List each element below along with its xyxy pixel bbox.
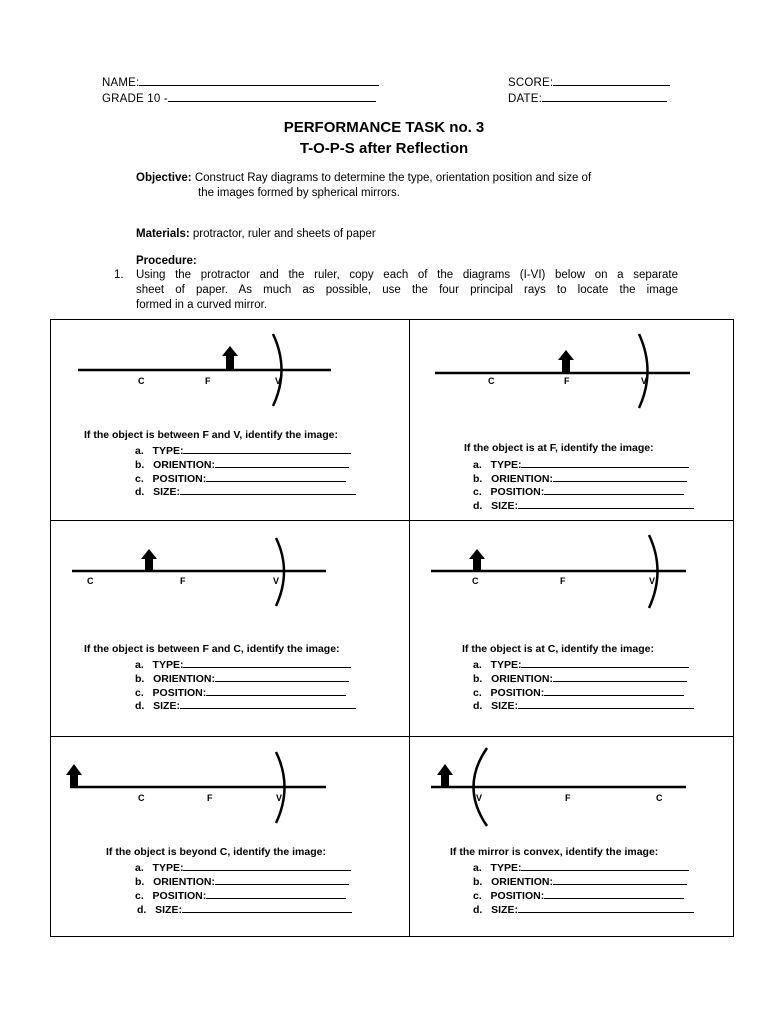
point-v: V — [649, 576, 656, 586]
cell-3-position[interactable]: c. POSITION: — [135, 685, 346, 699]
cell-6-question: If the mirror is convex, identify the image: — [450, 846, 659, 858]
point-f: F — [205, 376, 211, 386]
cell-2-orientation[interactable]: b. ORIENTION: — [473, 471, 687, 485]
cell-4-type[interactable]: a. TYPE: — [473, 657, 689, 671]
cell-2-size[interactable]: d. SIZE: — [473, 498, 694, 512]
cell-2-type[interactable]: a. TYPE: — [473, 457, 689, 471]
procedure-step1-line3: formed in a curved mirror. — [136, 299, 268, 311]
cell-5-orientation[interactable]: b. ORIENTION: — [135, 874, 349, 888]
cell-1-position[interactable]: c. POSITION: — [135, 471, 346, 485]
cell-1-orientation[interactable]: b. ORIENTION: — [135, 457, 349, 471]
point-c: C — [138, 793, 145, 803]
object-arrow — [441, 773, 449, 787]
point-c: C — [656, 793, 663, 803]
point-c: C — [472, 576, 479, 586]
cell-1-type[interactable]: a. TYPE: — [135, 443, 351, 457]
point-v: V — [276, 793, 283, 803]
materials-text: protractor, ruler and sheets of paper — [192, 228, 376, 240]
procedure-label: Procedure: — [136, 255, 197, 267]
objective-line2: the images formed by spherical mirrors. — [198, 187, 400, 199]
point-f: F — [564, 376, 570, 386]
procedure-step-number: 1. — [114, 269, 124, 281]
object-arrowhead — [437, 764, 453, 775]
cell-3-question: If the object is between F and C, identify the image: — [84, 643, 340, 655]
grade-label: GRADE 10 - — [102, 93, 168, 105]
cell-5-position[interactable]: c. POSITION: — [135, 888, 346, 902]
cell-6-orientation[interactable]: b. ORIENTION: — [473, 874, 687, 888]
date-label: DATE: — [508, 93, 543, 105]
point-f: F — [565, 793, 571, 803]
point-c: C — [138, 376, 145, 386]
cell-4-position[interactable]: c. POSITION: — [473, 685, 684, 699]
point-v: V — [476, 793, 483, 803]
name-label: NAME: — [102, 77, 140, 89]
cell-2-question: If the object is at F, identify the image: — [464, 442, 654, 454]
point-c: C — [87, 576, 94, 586]
cell-5-size[interactable]: d. SIZE: — [137, 902, 352, 916]
cell-1-question: If the object is between F and V, identify the image: — [84, 429, 338, 441]
point-v: V — [275, 376, 282, 386]
point-f: F — [180, 576, 186, 586]
point-v: V — [641, 376, 648, 386]
cell-4-question: If the object is at C, identify the image: — [462, 643, 654, 655]
cell-3-size[interactable]: d. SIZE: — [135, 698, 356, 712]
cell-2-position[interactable]: c. POSITION: — [473, 484, 684, 498]
objective-text: Construct Ray diagrams to determine the type, orientation position and size of — [194, 172, 592, 184]
cell-6-type[interactable]: a. TYPE: — [473, 860, 689, 874]
page-subtitle: T-O-P-S after Reflection — [299, 140, 469, 157]
point-f: F — [560, 576, 566, 586]
page-title: PERFORMANCE TASK no. 3 — [283, 119, 485, 136]
cell-3-type[interactable]: a. TYPE: — [135, 657, 351, 671]
procedure-step1-line2: sheet of paper. As much as possible, use the four principal rays to locate the image — [136, 284, 678, 296]
cell-4-size[interactable]: d. SIZE: — [473, 698, 694, 712]
cell-4-orientation[interactable]: b. ORIENTION: — [473, 671, 687, 685]
cell-5-question: If the object is beyond C, identify the image: — [106, 846, 326, 858]
point-f: F — [207, 793, 213, 803]
cell-3-orientation[interactable]: b. ORIENTION: — [135, 671, 349, 685]
cell-5-type[interactable]: a. TYPE: — [135, 860, 351, 874]
point-c: C — [488, 376, 495, 386]
materials-label: Materials: — [136, 228, 190, 240]
cell-1-size[interactable]: d. SIZE: — [135, 484, 356, 498]
cell-6-position[interactable]: c. POSITION: — [473, 888, 684, 902]
objective-label: Objective: — [136, 172, 192, 184]
cell-6-size[interactable]: d. SIZE: — [473, 902, 694, 916]
score-label: SCORE: — [508, 77, 554, 89]
point-v: V — [273, 576, 280, 586]
procedure-step1-line1: Using the protractor and the ruler, copy each of the diagrams (I-VI) below on a separate — [136, 269, 678, 281]
